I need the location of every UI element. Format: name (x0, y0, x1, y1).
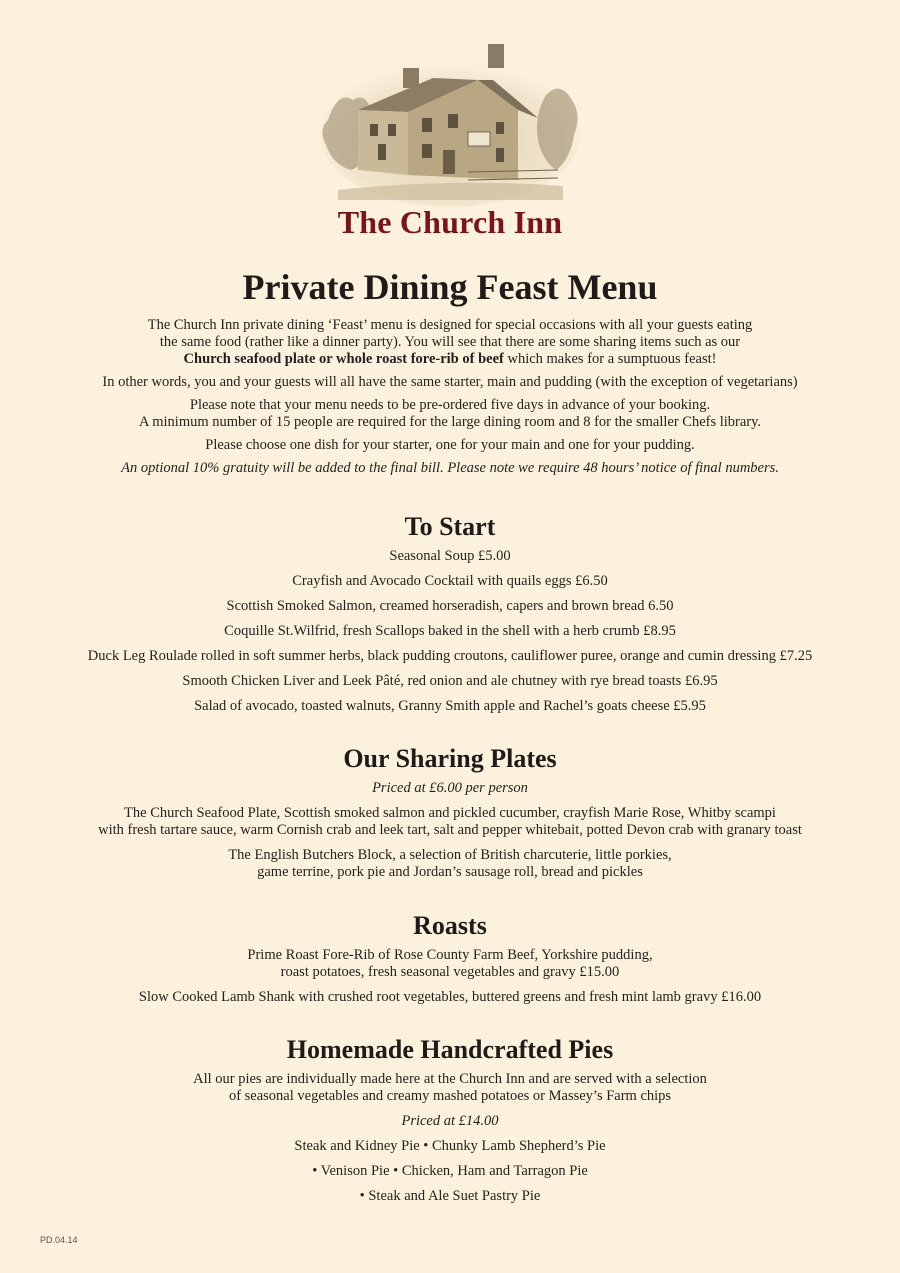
pies-desc-line-1: All our pies are individually made here at the Church Inn and are served with a selection (193, 1071, 707, 1087)
starter-item: Coquille St.Wilfrid, fresh Scallops baked in the shell with a herb crumb £8.95 (224, 623, 676, 639)
pies-section (40, 1035, 860, 1205)
sharing-price-note: Priced at £6.00 per person (372, 780, 528, 796)
seafood-line-2: with fresh tartare sauce, warm Cornish crab and leek tart, salt and pepper whitebait, potted Devon crab with granary toast (98, 822, 802, 838)
inn-illustration (318, 40, 582, 208)
starter-item: Seasonal Soup £5.00 (389, 548, 511, 564)
pies-heading: Homemade Handcrafted Pies (286, 1035, 614, 1064)
intro-line-1: The Church Inn private dining ‘Feast’ menu is designed for special occasions with all your guests eating (147, 317, 753, 333)
pie-list-line: Steak and Kidney Pie • Chunky Lamb Shepherd’s Pie (294, 1138, 606, 1154)
starter-item: Smooth Chicken Liver and Leek Pâté, red onion and ale chutney with rye bread toasts £6.95 (182, 673, 718, 689)
beef-line-1: Prime Roast Fore-Rib of Rose County Farm Beef, Yorkshire pudding, (247, 947, 653, 963)
inn-name: The Church Inn (337, 204, 563, 240)
starter-item: Duck Leg Roulade rolled in soft summer herbs, black pudding croutons, cauliflower puree, orange and cumin dressing £7.25 (87, 648, 813, 664)
intro-line-2: the same food (rather like a dinner party). You will see that there are some sharing items such as our (159, 334, 741, 350)
starter-item: Crayfish and Avocado Cocktail with quails eggs £6.50 (292, 573, 608, 589)
document-code: PD.04.14 (40, 1235, 78, 1245)
pies-price-note: Priced at £14.00 (401, 1113, 499, 1129)
intro-paragraph-3 (60, 397, 840, 431)
pie-list-line: • Venison Pie • Chicken, Ham and Tarragon Pie (312, 1163, 588, 1179)
pie-list-line: • Steak and Ale Suet Pastry Pie (359, 1188, 541, 1204)
intro-highlight: Church seafood plate or whole roast fore-rib of beef (183, 351, 504, 367)
roasts-section (40, 911, 860, 1006)
gratuity-note: An optional 10% gratuity will be added to the final bill. Please note we require 48 hours’ notice of final numbers. (121, 460, 779, 476)
roasts-heading: Roasts (413, 911, 487, 940)
page-title: Private Dining Feast Menu (242, 267, 658, 307)
intro-paragraph-1 (60, 317, 840, 368)
beef-line-2: roast potatoes, fresh seasonal vegetables and gravy £15.00 (280, 964, 620, 980)
intro-paragraph-4: Please choose one dish for your starter, one for your main and one for your pudding. (205, 437, 695, 453)
starters-heading: To Start (404, 512, 496, 541)
butchers-line-2: game terrine, pork pie and Jordan’s sausage roll, bread and pickles (257, 864, 643, 880)
starter-item: Scottish Smoked Salmon, creamed horseradish, capers and brown bread 6.50 (226, 598, 674, 614)
intro-paragraph-2: In other words, you and your guests will all have the same starter, main and pudding (with the exception of vegetarians) (102, 374, 798, 390)
starter-item: Salad of avocado, toasted walnuts, Granny Smith apple and Rachel’s goats cheese £5.95 (194, 698, 706, 714)
beef-roast (40, 947, 860, 981)
pies-desc-line-2: of seasonal vegetables and creamy mashed potatoes or Massey’s Farm chips (228, 1088, 672, 1104)
intro-line-3: which makes for a sumptuous feast! (503, 351, 717, 367)
sharing-heading: Our Sharing Plates (343, 744, 557, 773)
minimum-note: A minimum number of 15 people are required for the large dining room and 8 for the smaller Chefs library. (138, 414, 762, 430)
intro-section (60, 317, 840, 483)
preorder-note: Please note that your menu needs to be pre-ordered five days in advance of your booking. (189, 397, 711, 413)
sharing-section (40, 744, 860, 881)
pies-description (40, 1071, 860, 1105)
starters-section (40, 512, 860, 715)
seafood-line-1: The Church Seafood Plate, Scottish smoked salmon and pickled cucumber, crayfish Marie Rose, Whitby scampi (124, 805, 776, 821)
butchers-line-1: The English Butchers Block, a selection of British charcuterie, little porkies, (228, 847, 672, 863)
lamb-shank: Slow Cooked Lamb Shank with crushed root vegetables, buttered greens and fresh mint lamb gravy £16.00 (138, 989, 762, 1005)
butchers-block (40, 847, 860, 881)
seafood-plate (40, 805, 860, 839)
